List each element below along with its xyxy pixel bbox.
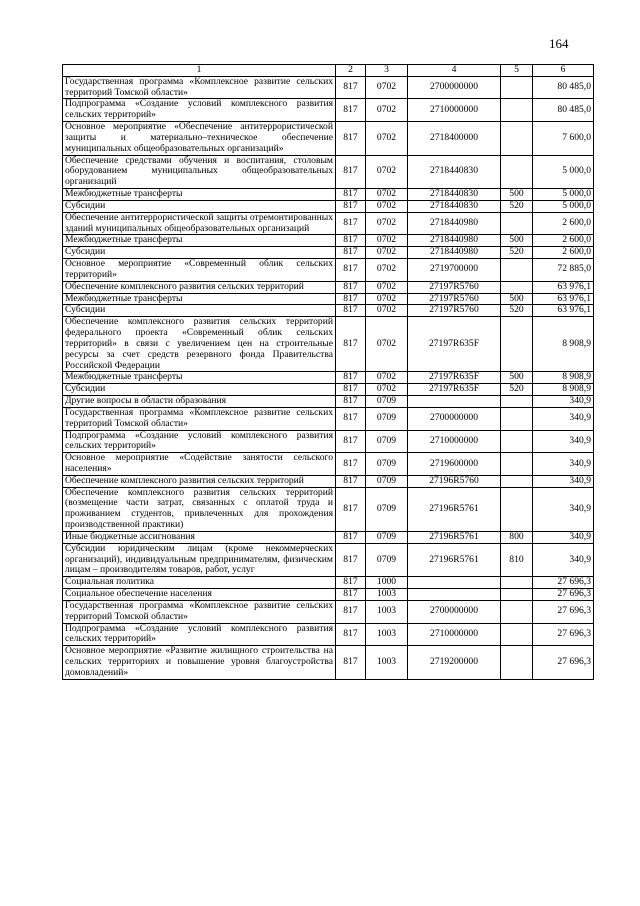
sum-cell: 2 600,0 (533, 212, 594, 235)
row-name-cell: Обеспечение антитеррористической защиты отремонтированных зданий муниципальных общеобразовательных организаций (63, 212, 336, 235)
table-row (63, 293, 594, 305)
vr-cell (501, 589, 533, 601)
rz-cell: 0702 (366, 235, 408, 247)
row-name-cell: Субсидии (63, 384, 336, 396)
rz-cell: 0709 (366, 475, 408, 487)
gr-cell: 817 (336, 200, 366, 212)
table-row (63, 531, 594, 543)
vr-cell: 520 (501, 305, 533, 317)
table-row (63, 99, 594, 122)
rz-cell: 0709 (366, 407, 408, 430)
vr-cell: 500 (501, 293, 533, 305)
cs-cell: 2718400000 (408, 122, 501, 155)
gr-cell: 817 (336, 76, 366, 99)
rz-cell: 0709 (366, 430, 408, 453)
table-row (63, 396, 594, 408)
sum-cell: 5 000,0 (533, 200, 594, 212)
gr-cell: 817 (336, 577, 366, 589)
sum-cell: 72 885,0 (533, 259, 594, 282)
sum-cell: 340,9 (533, 407, 594, 430)
sum-cell: 27 696,3 (533, 623, 594, 646)
rz-cell: 0702 (366, 317, 408, 372)
vr-cell (501, 407, 533, 430)
vr-cell (501, 99, 533, 122)
sum-cell: 27 696,3 (533, 600, 594, 623)
table-row (63, 487, 594, 531)
row-name-cell: Основное мероприятие «Современный облик сельских территорий» (63, 259, 336, 282)
page-number: 164 (549, 36, 569, 51)
gr-cell: 817 (336, 281, 366, 293)
sum-cell: 80 485,0 (533, 76, 594, 99)
table-row (63, 200, 594, 212)
rz-cell: 0702 (366, 99, 408, 122)
gr-cell: 817 (336, 212, 366, 235)
gr-cell: 817 (336, 396, 366, 408)
row-name-cell: Основное мероприятие «Развитие жилищного строительства на сельских территориях и повышение уровня благоустройства домовладений» (63, 646, 336, 679)
row-name-cell: Субсидии (63, 200, 336, 212)
table-row (63, 623, 594, 646)
gr-cell: 817 (336, 384, 366, 396)
gr-cell: 817 (336, 531, 366, 543)
cs-cell (408, 577, 501, 589)
table-row (63, 384, 594, 396)
row-name-cell: Основное мероприятие «Содействие занятости сельского населения» (63, 453, 336, 476)
row-name-cell: Основное мероприятие «Обеспечение антитеррористической защиты и материально–техническое обеспечение муниципальных общеобразовательных организаций» (63, 122, 336, 155)
cs-cell: 2719200000 (408, 646, 501, 679)
row-name-cell: Подпрограмма «Создание условий комплексного развития сельских территорий» (63, 623, 336, 646)
cs-cell: 2718440980 (408, 212, 501, 235)
vr-cell: 520 (501, 200, 533, 212)
cs-cell: 27197R635F (408, 372, 501, 384)
cs-cell: 2719700000 (408, 259, 501, 282)
sum-cell: 340,9 (533, 453, 594, 476)
gr-cell: 817 (336, 293, 366, 305)
table-row (63, 305, 594, 317)
gr-cell: 817 (336, 407, 366, 430)
vr-cell (501, 396, 533, 408)
rz-cell: 0702 (366, 76, 408, 99)
row-name-cell: Государственная программа «Комплексное развитие сельских территорий Томской области» (63, 76, 336, 99)
row-name-cell: Государственная программа «Комплексное развитие сельских территорий Томской области» (63, 600, 336, 623)
gr-cell: 817 (336, 623, 366, 646)
rz-cell: 0702 (366, 247, 408, 259)
gr-cell: 817 (336, 305, 366, 317)
cs-cell: 27196R5761 (408, 487, 501, 531)
table-row (63, 189, 594, 201)
vr-cell: 800 (501, 531, 533, 543)
vr-cell (501, 122, 533, 155)
row-name-cell: Подпрограмма «Создание условий комплексного развития сельских территорий» (63, 99, 336, 122)
vr-cell: 520 (501, 247, 533, 259)
cs-cell: 27197R635F (408, 317, 501, 372)
cs-cell: 2718440830 (408, 155, 501, 188)
gr-cell: 817 (336, 646, 366, 679)
cs-cell: 2710000000 (408, 623, 501, 646)
rz-cell: 0702 (366, 212, 408, 235)
cs-cell: 27196R5761 (408, 531, 501, 543)
header-cell: 6 (533, 65, 594, 77)
gr-cell: 817 (336, 235, 366, 247)
cs-cell: 2718440980 (408, 235, 501, 247)
cs-cell: 2719600000 (408, 453, 501, 476)
vr-cell (501, 259, 533, 282)
gr-cell: 817 (336, 317, 366, 372)
vr-cell (501, 76, 533, 99)
sum-cell: 340,9 (533, 531, 594, 543)
gr-cell: 817 (336, 155, 366, 188)
rz-cell: 0702 (366, 293, 408, 305)
header-row (63, 65, 594, 77)
sum-cell: 8 908,9 (533, 384, 594, 396)
sum-cell: 2 600,0 (533, 247, 594, 259)
gr-cell: 817 (336, 247, 366, 259)
sum-cell: 340,9 (533, 396, 594, 408)
vr-cell (501, 646, 533, 679)
cs-cell: 27197R635F (408, 384, 501, 396)
sum-cell: 340,9 (533, 430, 594, 453)
table-row (63, 372, 594, 384)
row-name-cell: Другие вопросы в области образования (63, 396, 336, 408)
sum-cell: 63 976,1 (533, 305, 594, 317)
rz-cell: 0709 (366, 396, 408, 408)
sum-cell: 340,9 (533, 543, 594, 576)
sum-cell: 5 000,0 (533, 189, 594, 201)
cs-cell (408, 396, 501, 408)
header-cell: 4 (408, 65, 501, 77)
table-row (63, 543, 594, 576)
cs-cell: 27197R5760 (408, 293, 501, 305)
gr-cell: 817 (336, 600, 366, 623)
vr-cell: 520 (501, 384, 533, 396)
row-name-cell: Обеспечение средствами обучения и воспитания, столовым оборудованием муниципальных общеобразовательных организаций (63, 155, 336, 188)
vr-cell: 500 (501, 189, 533, 201)
row-name-cell: Межбюджетные трансферты (63, 372, 336, 384)
sum-cell: 7 600,0 (533, 122, 594, 155)
table-row (63, 259, 594, 282)
gr-cell: 817 (336, 430, 366, 453)
table-row (63, 76, 594, 99)
row-name-cell: Межбюджетные трансферты (63, 235, 336, 247)
row-name-cell: Социальная политика (63, 577, 336, 589)
gr-cell: 817 (336, 372, 366, 384)
budget-table (62, 64, 594, 680)
gr-cell: 817 (336, 453, 366, 476)
sum-cell: 63 976,1 (533, 281, 594, 293)
header-cell: 1 (63, 65, 336, 77)
table-row (63, 475, 594, 487)
sum-cell: 27 696,3 (533, 589, 594, 601)
cs-cell: 2718440830 (408, 200, 501, 212)
table-row (63, 212, 594, 235)
vr-cell: 500 (501, 235, 533, 247)
rz-cell: 0709 (366, 487, 408, 531)
row-name-cell: Субсидии (63, 305, 336, 317)
cs-cell: 2718440830 (408, 189, 501, 201)
vr-cell: 500 (501, 372, 533, 384)
rz-cell: 1003 (366, 589, 408, 601)
cs-cell: 2710000000 (408, 99, 501, 122)
rz-cell: 0702 (366, 384, 408, 396)
row-name-cell: Межбюджетные трансферты (63, 293, 336, 305)
gr-cell: 817 (336, 475, 366, 487)
rz-cell: 0709 (366, 543, 408, 576)
gr-cell: 817 (336, 589, 366, 601)
sum-cell: 8 908,9 (533, 372, 594, 384)
table-row (63, 589, 594, 601)
header-cell: 5 (501, 65, 533, 77)
table-row (63, 317, 594, 372)
table-row (63, 600, 594, 623)
table-row (63, 430, 594, 453)
vr-cell (501, 453, 533, 476)
rz-cell: 1003 (366, 646, 408, 679)
cs-cell: 2700000000 (408, 600, 501, 623)
table-row (63, 577, 594, 589)
rz-cell: 0709 (366, 531, 408, 543)
vr-cell (501, 623, 533, 646)
rz-cell: 0709 (366, 453, 408, 476)
table-row (63, 235, 594, 247)
row-name-cell: Обеспечение комплексного развития сельских территорий (63, 281, 336, 293)
table-row (63, 155, 594, 188)
sum-cell: 80 485,0 (533, 99, 594, 122)
vr-cell (501, 281, 533, 293)
rz-cell: 1003 (366, 623, 408, 646)
gr-cell: 817 (336, 122, 366, 155)
rz-cell: 1003 (366, 600, 408, 623)
sum-cell: 5 000,0 (533, 155, 594, 188)
vr-cell (501, 155, 533, 188)
table-row (63, 281, 594, 293)
row-name-cell: Обеспечение комплексного развития сельских территорий федерального проекта «Современный облик сельских территорий» в связи с увеличением цен на строительные ресурсы за счет средств резервного фонда Правительства Российской Федерации (63, 317, 336, 372)
row-name-cell: Субсидии юридическим лицам (кроме некоммерческих организаций), индивидуальным предпринимателям, физическим лицам – производителям товаров, работ, услуг (63, 543, 336, 576)
rz-cell: 0702 (366, 305, 408, 317)
header-cell: 2 (336, 65, 366, 77)
rz-cell: 0702 (366, 281, 408, 293)
gr-cell: 817 (336, 259, 366, 282)
sum-cell: 340,9 (533, 475, 594, 487)
row-name-cell: Субсидии (63, 247, 336, 259)
sum-cell: 340,9 (533, 487, 594, 531)
sum-cell: 27 696,3 (533, 646, 594, 679)
sum-cell: 8 908,9 (533, 317, 594, 372)
row-name-cell: Подпрограмма «Создание условий комплексного развития сельских территорий» (63, 430, 336, 453)
cs-cell: 2718440980 (408, 247, 501, 259)
rz-cell: 0702 (366, 122, 408, 155)
vr-cell (501, 577, 533, 589)
row-name-cell: Межбюджетные трансферты (63, 189, 336, 201)
rz-cell: 1000 (366, 577, 408, 589)
rz-cell: 0702 (366, 259, 408, 282)
table-row (63, 122, 594, 155)
gr-cell: 817 (336, 189, 366, 201)
vr-cell (501, 487, 533, 531)
cs-cell: 2710000000 (408, 430, 501, 453)
gr-cell: 817 (336, 99, 366, 122)
cs-cell (408, 589, 501, 601)
rz-cell: 0702 (366, 155, 408, 188)
gr-cell: 817 (336, 487, 366, 531)
cs-cell: 27197R5760 (408, 305, 501, 317)
table-row (63, 407, 594, 430)
row-name-cell: Обеспечение комплексного развития сельских территорий (63, 475, 336, 487)
sum-cell: 27 696,3 (533, 577, 594, 589)
table-row (63, 247, 594, 259)
row-name-cell: Обеспечение комплексного развития сельских территорий (возмещение части затрат, связанных с оплатой труда и проживанием студентов, привлеченных для прохождения производственной практики) (63, 487, 336, 531)
cs-cell: 2700000000 (408, 76, 501, 99)
cs-cell: 2700000000 (408, 407, 501, 430)
row-name-cell: Иные бюджетные ассигнования (63, 531, 336, 543)
row-name-cell: Государственная программа «Комплексное развитие сельских территорий Томской области» (63, 407, 336, 430)
rz-cell: 0702 (366, 200, 408, 212)
rz-cell: 0702 (366, 189, 408, 201)
sum-cell: 2 600,0 (533, 235, 594, 247)
rz-cell: 0702 (366, 372, 408, 384)
vr-cell (501, 475, 533, 487)
gr-cell: 817 (336, 543, 366, 576)
table-row (63, 453, 594, 476)
cs-cell: 27196R5761 (408, 543, 501, 576)
vr-cell: 810 (501, 543, 533, 576)
sum-cell: 63 976,1 (533, 293, 594, 305)
cs-cell: 27197R5760 (408, 281, 501, 293)
vr-cell (501, 430, 533, 453)
table-row (63, 646, 594, 679)
vr-cell (501, 212, 533, 235)
vr-cell (501, 600, 533, 623)
header-cell: 3 (366, 65, 408, 77)
vr-cell (501, 317, 533, 372)
cs-cell: 27196R5760 (408, 475, 501, 487)
row-name-cell: Социальное обеспечение населения (63, 589, 336, 601)
